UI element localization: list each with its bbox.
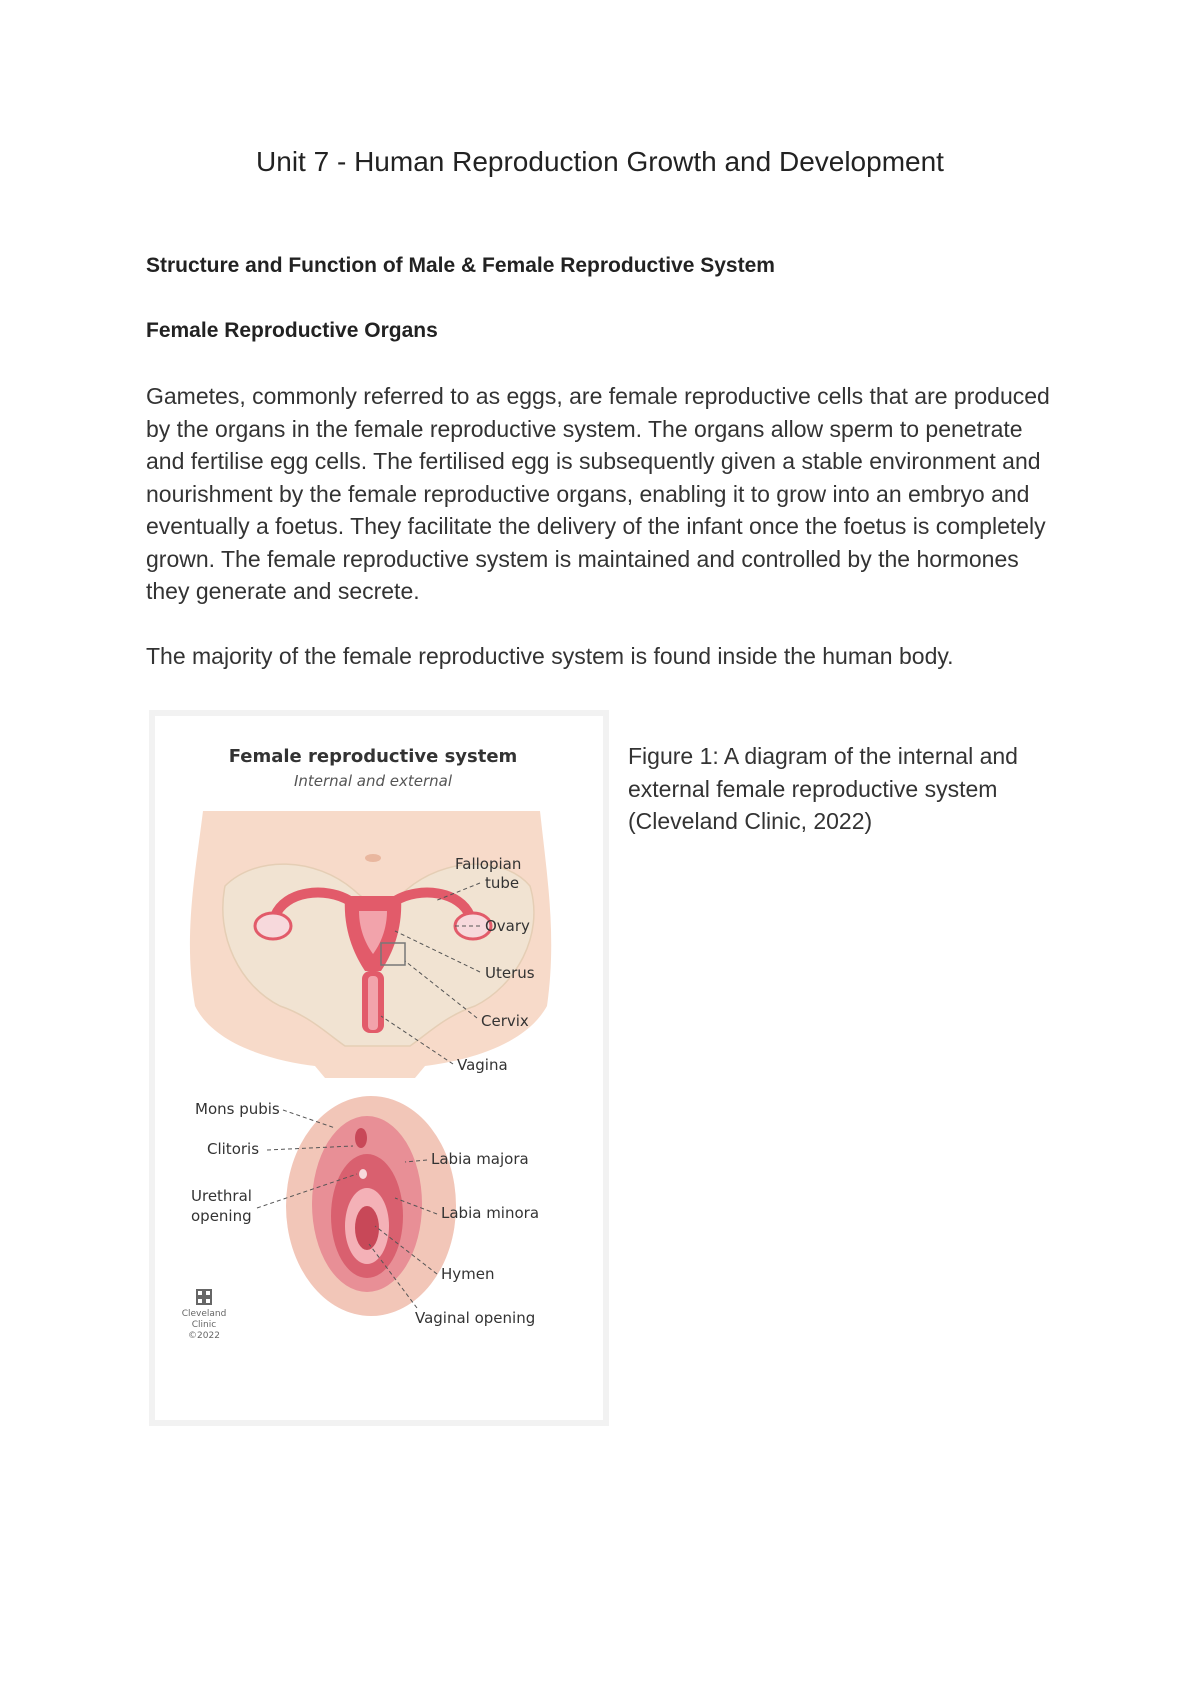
figure-caption: Figure 1: A diagram of the internal and external female reproductive system (Cleveland Clinic, 2022) — [628, 743, 1018, 834]
label-urethral-opening-2: opening — [191, 1207, 252, 1225]
label-cervix: Cervix — [481, 1012, 529, 1030]
figure-title: Female reproductive system — [228, 746, 518, 767]
label-fallopian-tube-1: Fallopian — [455, 855, 522, 873]
page-title: Unit 7 - Human Reproduction Growth and Development — [256, 146, 944, 177]
label-hymen: Hymen — [441, 1265, 495, 1283]
vulva-illustration — [286, 1096, 456, 1316]
label-ovary: Ovary — [485, 917, 530, 935]
location-paragraph: The majority of the female reproductive system is found inside the human body. — [146, 643, 954, 669]
label-uterus: Uterus — [485, 964, 535, 982]
figure-frame — [149, 710, 609, 1426]
logo-text-3: ©2022 — [188, 1331, 220, 1341]
label-mons-pubis: Mons pubis — [195, 1100, 280, 1118]
section-heading: Structure and Function of Male & Female Reproductive System — [146, 254, 775, 277]
subsection-heading: Female Reproductive Organs — [146, 319, 438, 342]
logo-text-2: Clinic — [191, 1320, 217, 1330]
reproductive-system-diagram — [155, 716, 603, 1420]
label-labia-majora: Labia majora — [431, 1150, 529, 1168]
logo-text-1: Cleveland — [181, 1309, 227, 1319]
label-vaginal-opening: Vaginal opening — [415, 1309, 536, 1327]
label-labia-minora: Labia minora — [441, 1204, 540, 1222]
label-urethral-opening-1: Urethral — [191, 1187, 252, 1205]
figure-subtitle: Internal and external — [293, 772, 453, 790]
label-clitoris: Clitoris — [207, 1140, 260, 1158]
cleveland-clinic-logo — [182, 1290, 227, 1341]
intro-paragraph: Gametes, commonly referred to as eggs, are female reproductive cells that are produced by the organs in the female reproductive system. The organs allow sperm to penetrate and fertilise egg cells. The fertilised egg is subsequently given a stable environment and nourishment by the female reproductive organs, enabling it to grow into an embryo and eventually a foetus. They facilitate the delivery of the infant once the foetus is completely grown. The female reproductive system is maintained and controlled by the hormones they generate and secrete. — [146, 383, 1050, 604]
label-fallopian-tube-2: tube — [485, 874, 520, 892]
navel-illustration — [365, 854, 381, 862]
figure-image — [155, 716, 603, 1420]
label-vagina: Vagina — [457, 1056, 508, 1074]
